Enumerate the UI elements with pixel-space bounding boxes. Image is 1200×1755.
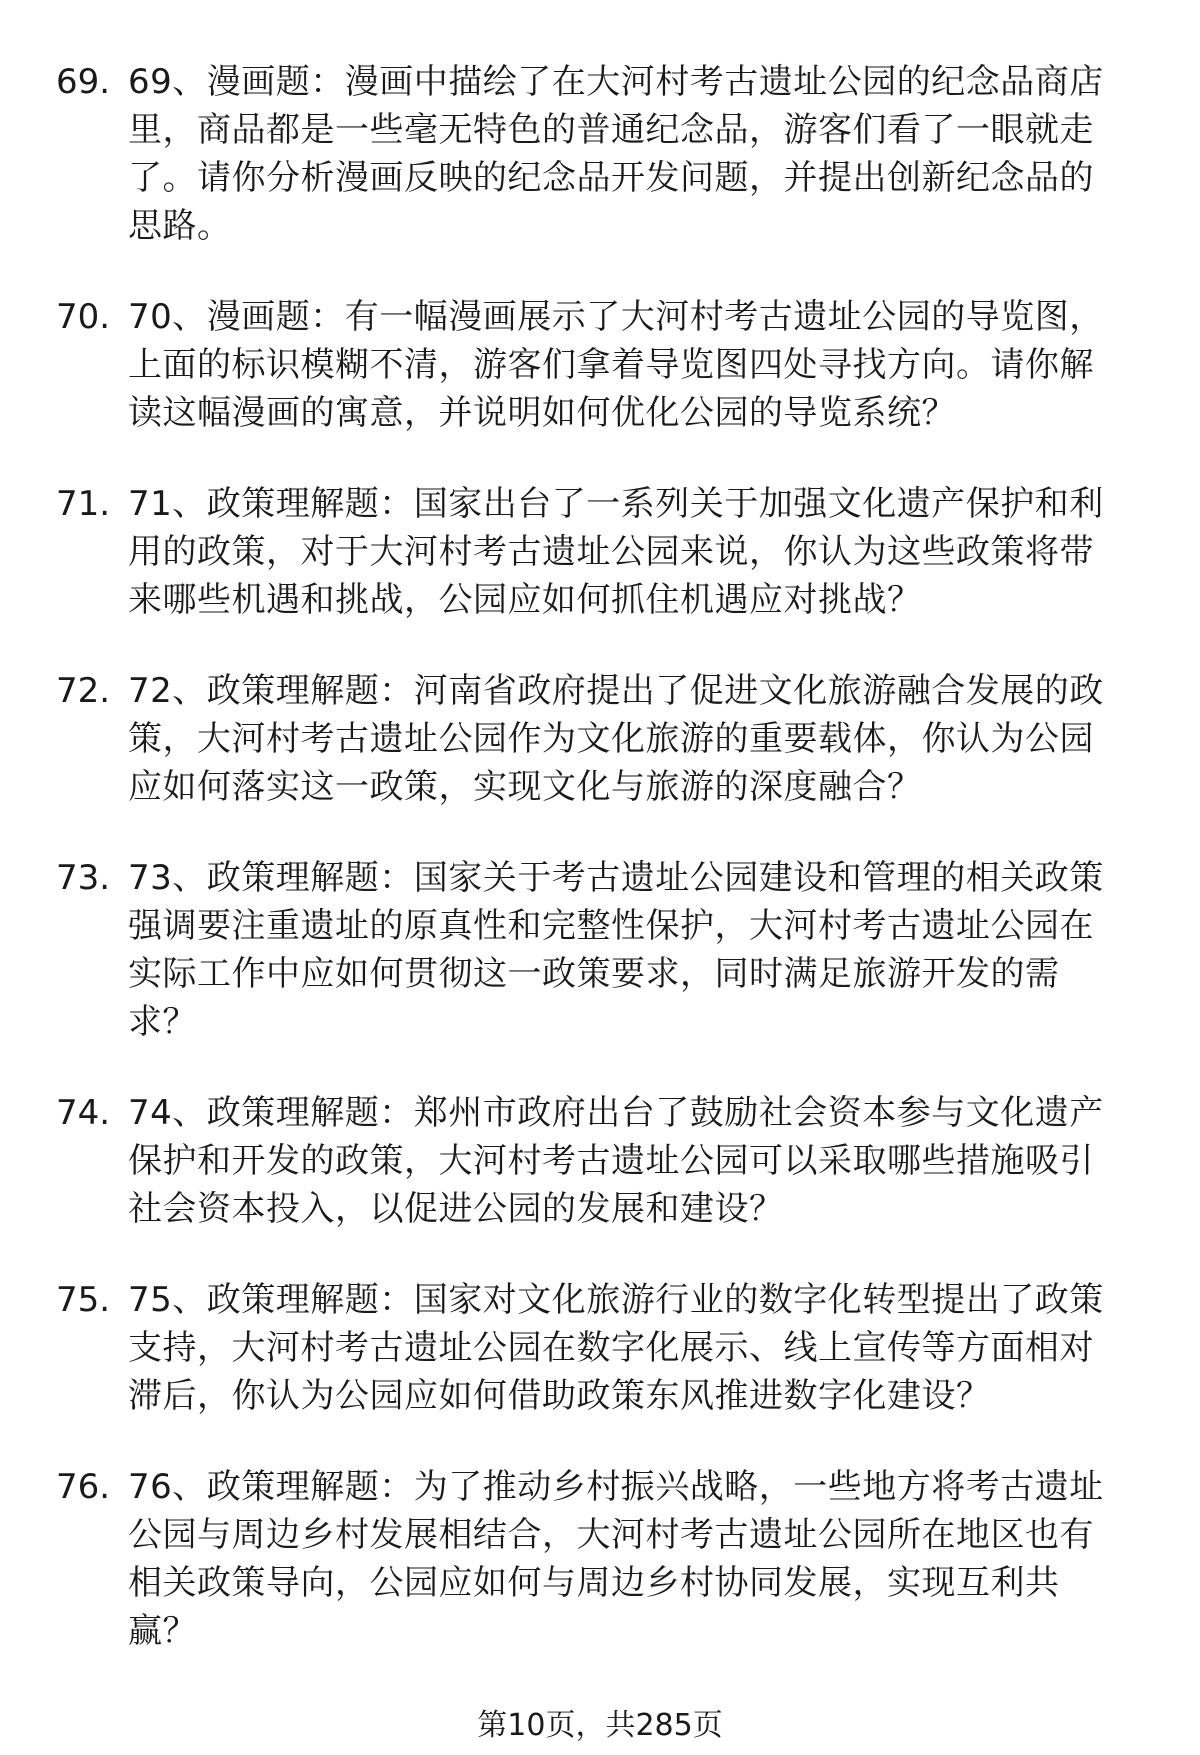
question-number: 69. (56, 62, 111, 102)
question-number: 72. (56, 671, 111, 711)
question-text: 73、政策理解题：国家关于考古遗址公园建设和管理的相关政策强调要注重遗址的原真性和完整性保护，大河村考古遗址公园在实际工作中应如何贯彻这一政策要求，同时满足旅游开发的需求？ (128, 858, 1104, 1042)
question-text: 69、漫画题：漫画中描绘了在大河村考古遗址公园的纪念品商店里，商品都是一些毫无特色的普通纪念品，游客们看了一眼就走了。请你分析漫画反映的纪念品开发问题，并提出创新纪念品的思路。 (128, 62, 1104, 246)
question-number: 75. (56, 1280, 111, 1320)
page-number-label: 第10页，共285页 (477, 1708, 723, 1743)
question-number: 73. (56, 858, 111, 898)
question-number: 70. (56, 297, 111, 337)
question-number: 74. (56, 1093, 111, 1133)
question-text: 76、政策理解题：为了推动乡村振兴战略，一些地方将考古遗址公园与周边乡村发展相结合，大河村考古遗址公园所在地区也有相关政策导向，公园应如何与周边乡村协同发展，实现互利共赢？ (128, 1467, 1104, 1651)
question-number: 76. (56, 1467, 111, 1507)
question-number: 71. (56, 484, 111, 524)
question-text: 74、政策理解题：郑州市政府出台了鼓励社会资本参与文化遗产保护和开发的政策，大河村考古遗址公园可以采取哪些措施吸引社会资本投入，以促进公园的发展和建设？ (128, 1093, 1104, 1229)
question-list (56, 58, 1140, 1655)
question-item (56, 667, 1140, 811)
page-footer (0, 1708, 1200, 1744)
question-text: 75、政策理解题：国家对文化旅游行业的数字化转型提出了政策支持，大河村考古遗址公园在数字化展示、线上宣传等方面相对滞后，你认为公园应如何借助政策东风推进数字化建设？ (128, 1280, 1104, 1416)
question-item (56, 58, 1140, 250)
question-item (56, 854, 1140, 1046)
question-item (56, 1276, 1140, 1420)
question-text: 70、漫画题：有一幅漫画展示了大河村考古遗址公园的导览图，上面的标识模糊不清，游客们拿着导览图四处寻找方向。请你解读这幅漫画的寓意，并说明如何优化公园的导览系统？ (128, 297, 1104, 433)
question-text: 71、政策理解题：国家出台了一系列关于加强文化遗产保护和利用的政策，对于大河村考古遗址公园来说，你认为这些政策将带来哪些机遇和挑战，公园应如何抓住机遇应对挑战？ (128, 484, 1104, 620)
question-item (56, 480, 1140, 624)
question-item (56, 293, 1140, 437)
question-item (56, 1089, 1140, 1233)
question-text: 72、政策理解题：河南省政府提出了促进文化旅游融合发展的政策，大河村考古遗址公园作为文化旅游的重要载体，你认为公园应如何落实这一政策，实现文化与旅游的深度融合？ (128, 671, 1104, 807)
question-item (56, 1463, 1140, 1655)
